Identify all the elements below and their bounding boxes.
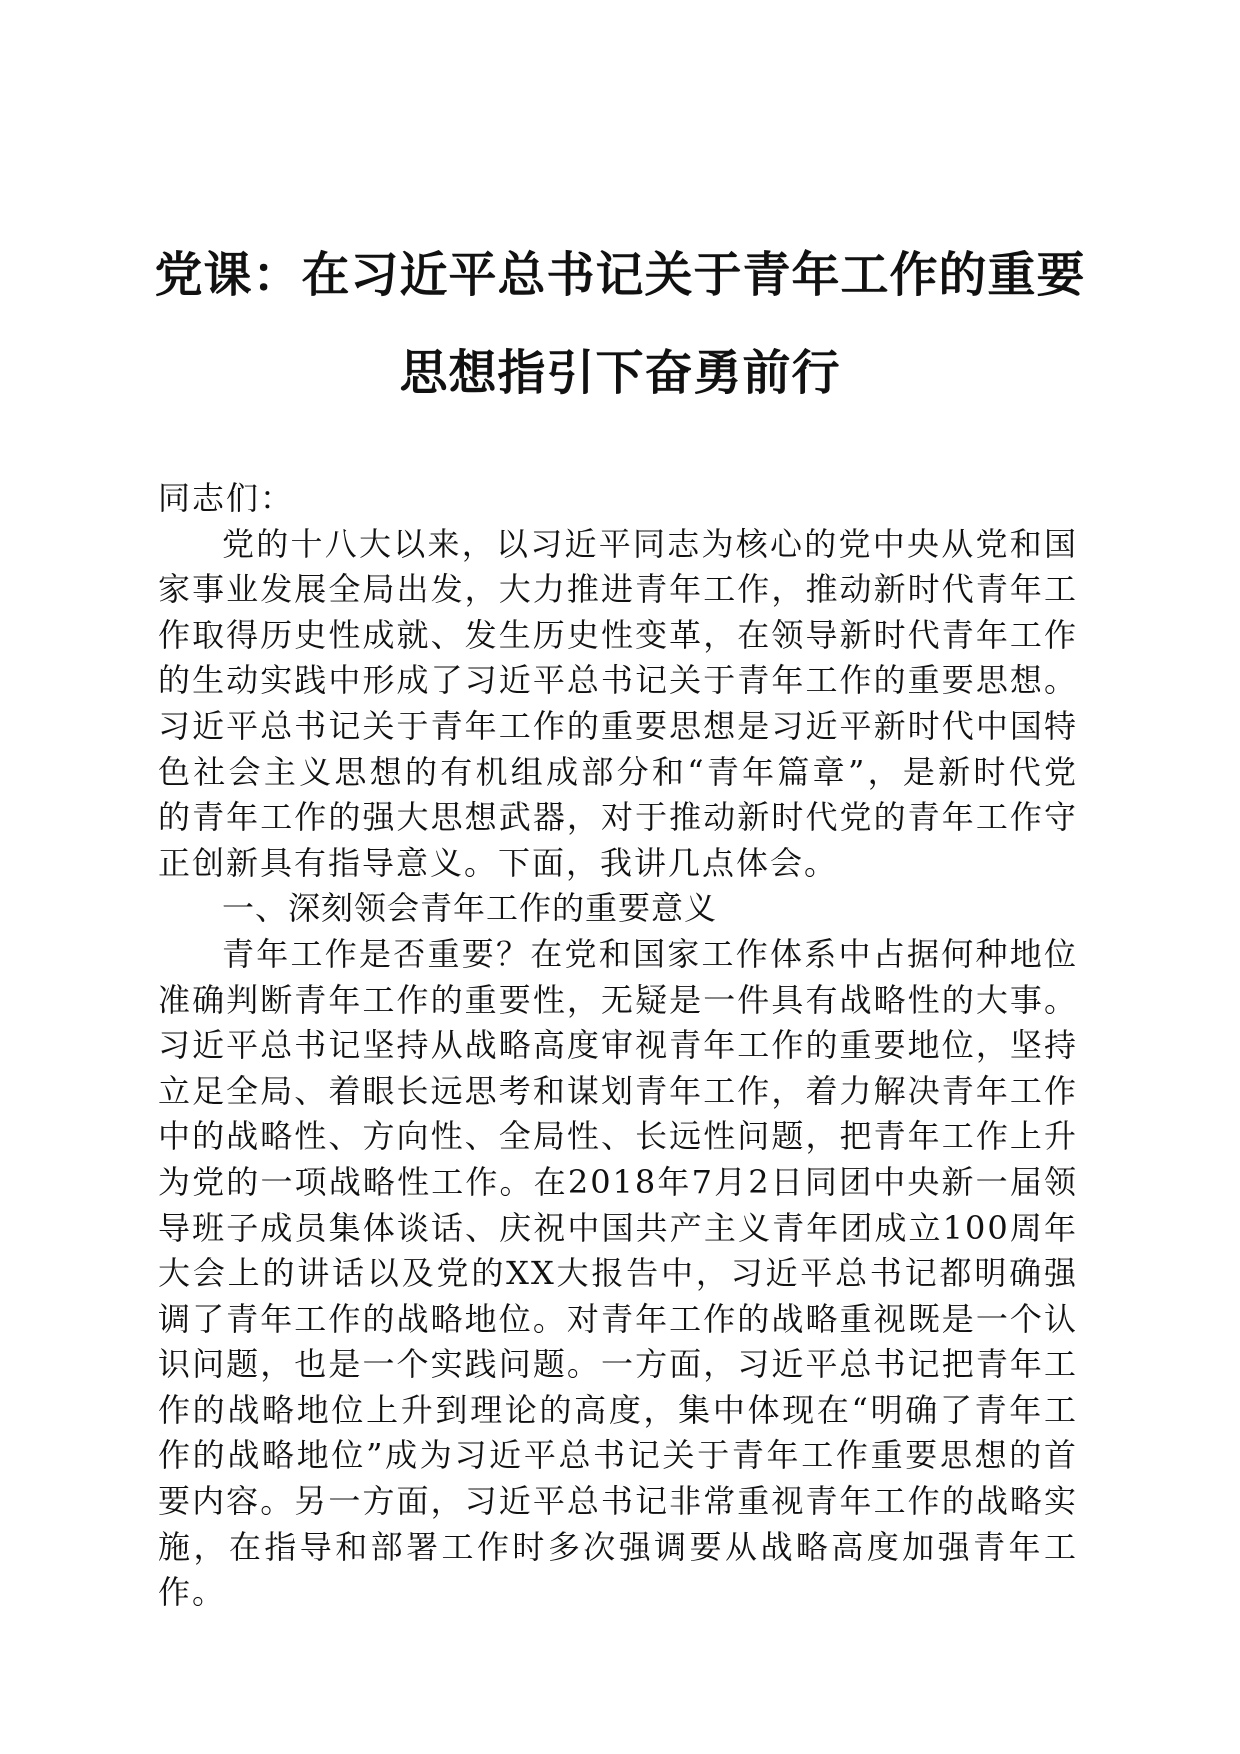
- section-heading-1: 一、深刻领会青年工作的重要意义: [222, 889, 718, 928]
- document-title: 党课：在习近平总书记关于青年工作的重要思想指引下奋勇前行: [154, 247, 1086, 401]
- salutation: 同志们：: [158, 479, 295, 517]
- section-1-paragraph: 青年工作是否重要？在党和国家工作体系中占据何种地位准确判断青年工作的重要性，无疑是一件具有战略性的大事。习近平总书记坚持从战略高度审视青年工作的重要地位，坚持立足全局、着眼长远思考和谋划青年工作，着力解决青年工作中的战略性、方向性、全局性、长远性问题，把青年工作上升为党的一项战略性工作。在2018年7月2日同团中央新一届领导班子成员集体谈话、庆祝中国共产主义青年团成立100周年大会上的讲话以及党的XX大报告中，习近平总书记都明确强调了青年工作的战略地位。对青年工作的战略重视既是一个认识问题，也是一个实践问题。一方面，习近平总书记把青年工作的战略地位上升到理论的高度，集中体现在“明确了青年工作的战略地位”成为习近平总书记关于青年工作重要思想的首要内容。另一方面，习近平总书记非常重视青年工作的战略实施，在指导和部署工作时多次强调要从战略高度加强青年工作。: [158, 934, 1078, 1612]
- intro-paragraph: 党的十八大以来，以习近平同志为核心的党中央从党和国家事业发展全局出发，大力推进青年工作，推动新时代青年工作取得历史性成就、发生历史性变革，在领导新时代青年工作的生动实践中形成了习近平总书记关于青年工作的重要思想。习近平总书记关于青年工作的重要思想是习近平新时代中国特色社会主义思想的有机组成部分和“青年篇章”，是新时代党的青年工作的强大思想武器，对于推动新时代党的青年工作守正创新具有指导意义。下面，我讲几点体会。: [158, 524, 1078, 882]
- document-body: [158, 476, 1078, 1616]
